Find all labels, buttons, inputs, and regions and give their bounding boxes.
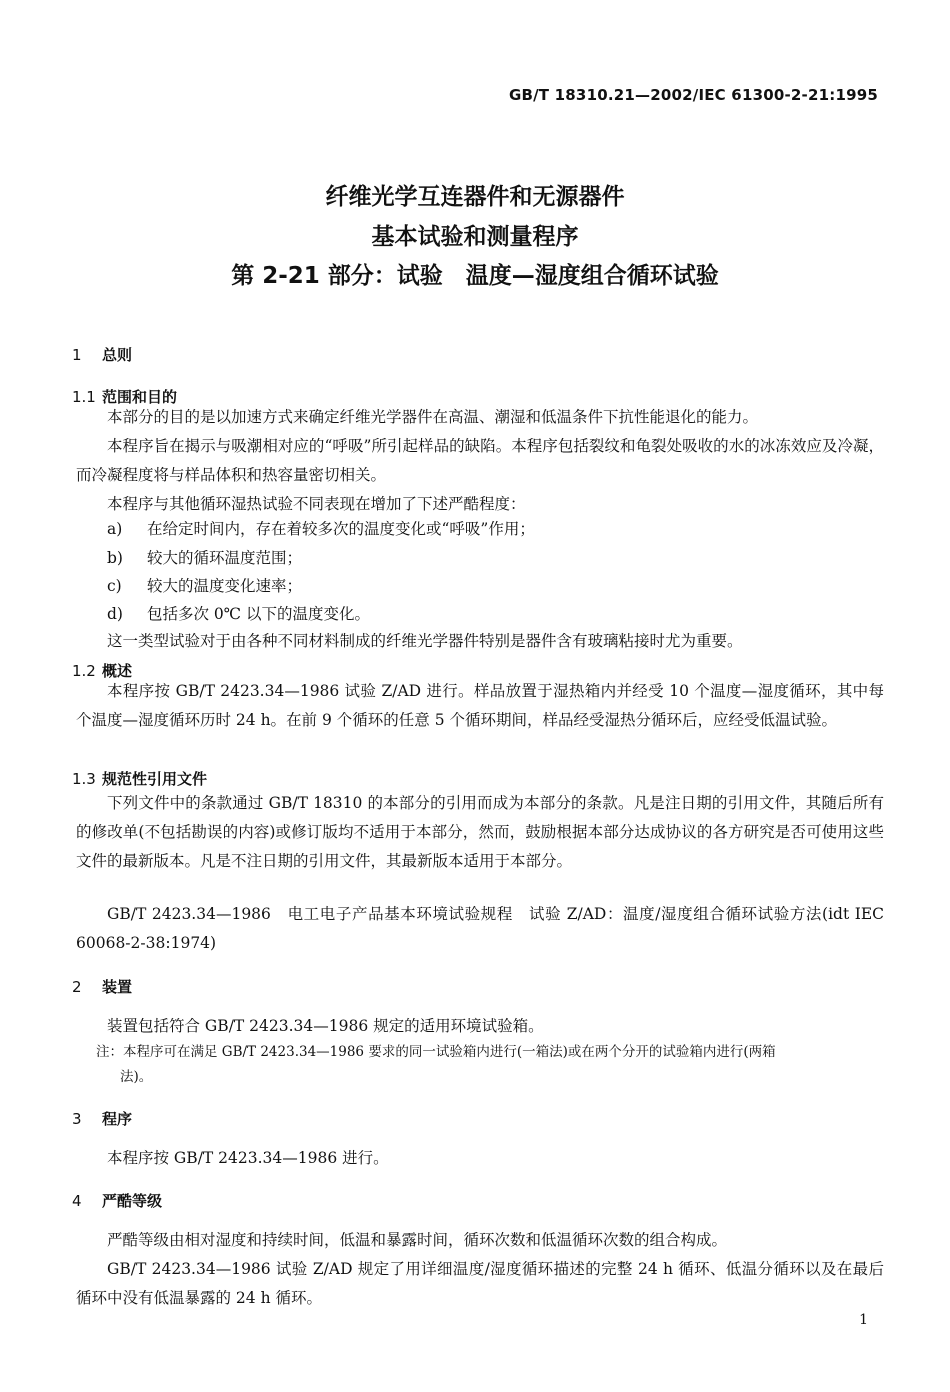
- section-number: 1.2: [72, 662, 96, 680]
- reference-entry: GB/T 2423.34—1986 电工电子产品基本环境试验规程 试验 Z/AD：温度/湿度组合循环试验方法(idt IEC 60068-2-38:1974): [76, 905, 884, 952]
- section-number: 4: [72, 1192, 82, 1210]
- list-marker: b): [107, 549, 123, 567]
- list-marker: c): [107, 577, 122, 595]
- list-marker: a): [107, 520, 123, 538]
- list-text: 较大的循环温度范围；: [147, 549, 303, 567]
- paragraph: 严酷等级由相对湿度和持续时间，低温和暴露时间，循环次数和低温循环次数的组合构成。: [107, 1231, 728, 1249]
- section-number: 1.3: [72, 770, 96, 788]
- section-1-heading: [72, 344, 132, 365]
- list-text: 包括多次 0℃ 以下的温度变化。: [147, 605, 371, 623]
- section-number: 2: [72, 978, 82, 996]
- paragraph: 本部分的目的是以加速方式来确定纤维光学器件在高温、潮湿和低温条件下抗性能退化的能力。: [107, 408, 759, 426]
- list-marker: d): [107, 605, 123, 623]
- section-title: 装置: [102, 978, 133, 996]
- list-text: 在给定时间内，存在着较多次的温度变化或“呼吸”作用；: [147, 520, 535, 538]
- section-4-heading: [72, 1190, 162, 1211]
- section-3-heading: [72, 1108, 132, 1129]
- section-title: 严酷等级: [102, 1192, 163, 1210]
- list-item: [107, 600, 370, 629]
- note: [96, 1040, 882, 1090]
- section-1-3-heading: [72, 768, 207, 789]
- list-item: [107, 544, 302, 573]
- section-title: 总则: [102, 346, 133, 364]
- title-line-2: 基本试验和测量程序: [371, 224, 579, 250]
- section-title: 程序: [102, 1110, 133, 1128]
- note-line: 法)。: [120, 1069, 153, 1085]
- paragraph: GB/T 2423.34—1986 试验 Z/AD 规定了用详细温度/湿度循环描述的完整 24 h 循环、低温分循环以及在最后循环中没有低温暴露的 24 h 循环。: [76, 1260, 884, 1307]
- note-line: 注：本程序可在满足 GB/T 2423.34—1986 要求的同一试验箱内进行(一箱法)或在两个分开的试验箱内进行(两箱: [96, 1044, 776, 1060]
- section-number: 1: [72, 346, 82, 364]
- section-title: 范围和目的: [102, 388, 178, 406]
- section-number: 1.1: [72, 388, 96, 406]
- title-line-3: 第 2-21 部分：试验 温度—湿度组合循环试验: [231, 263, 719, 289]
- page-number: 1: [859, 1312, 868, 1328]
- list-text: 较大的温度变化速率；: [147, 577, 303, 595]
- standard-code: GB/T 18310.21—2002/IEC 61300-2-21:1995: [508, 86, 878, 104]
- paragraph: 本程序按 GB/T 2423.34—1986 进行。: [107, 1149, 389, 1167]
- paragraph: 这一类型试验对于由各种不同材料制成的纤维光学器件特别是器件含有玻璃粘接时尤为重要。: [107, 632, 743, 650]
- list-item: [107, 572, 302, 601]
- section-title: 规范性引用文件: [102, 770, 208, 788]
- title-line-1: 纤维光学互连器件和无源器件: [325, 184, 625, 210]
- list-item: [107, 515, 535, 544]
- paragraph: 本程序旨在揭示与吸潮相对应的“呼吸”所引起样品的缺陷。本程序包括裂纹和龟裂处吸收的水的冰冻效应及冷凝，而冷凝程度将与样品体积和热容量密切相关。: [76, 437, 884, 484]
- paragraph: 装置包括符合 GB/T 2423.34—1986 规定的适用环境试验箱。: [107, 1017, 544, 1035]
- paragraph: 下列文件中的条款通过 GB/T 18310 的本部分的引用而成为本部分的条款。凡是注日期的引用文件，其随后所有的修改单(不包括勘误的内容)或修订版均不适用于本部分，然而，鼓励根据本部分达成协议的各方研究是否可使用这些文件的最新版本。凡是不注日期的引用文件，其最新版本适用于本部分。: [76, 794, 884, 870]
- paragraph: 本程序与其他循环湿热试验不同表现在增加了下述严酷程度：: [107, 495, 526, 513]
- section-number: 3: [72, 1110, 82, 1128]
- paragraph: 本程序按 GB/T 2423.34—1986 试验 Z/AD 进行。样品放置于湿热箱内并经受 10 个温度—湿度循环，其中每个温度—湿度循环历时 24 h。在前 9 个循环的任意 5 个循环期间，样品经受湿热分循环后，应经受低温试验。: [76, 682, 884, 729]
- section-title: 概述: [102, 662, 133, 680]
- section-2-heading: [72, 976, 132, 997]
